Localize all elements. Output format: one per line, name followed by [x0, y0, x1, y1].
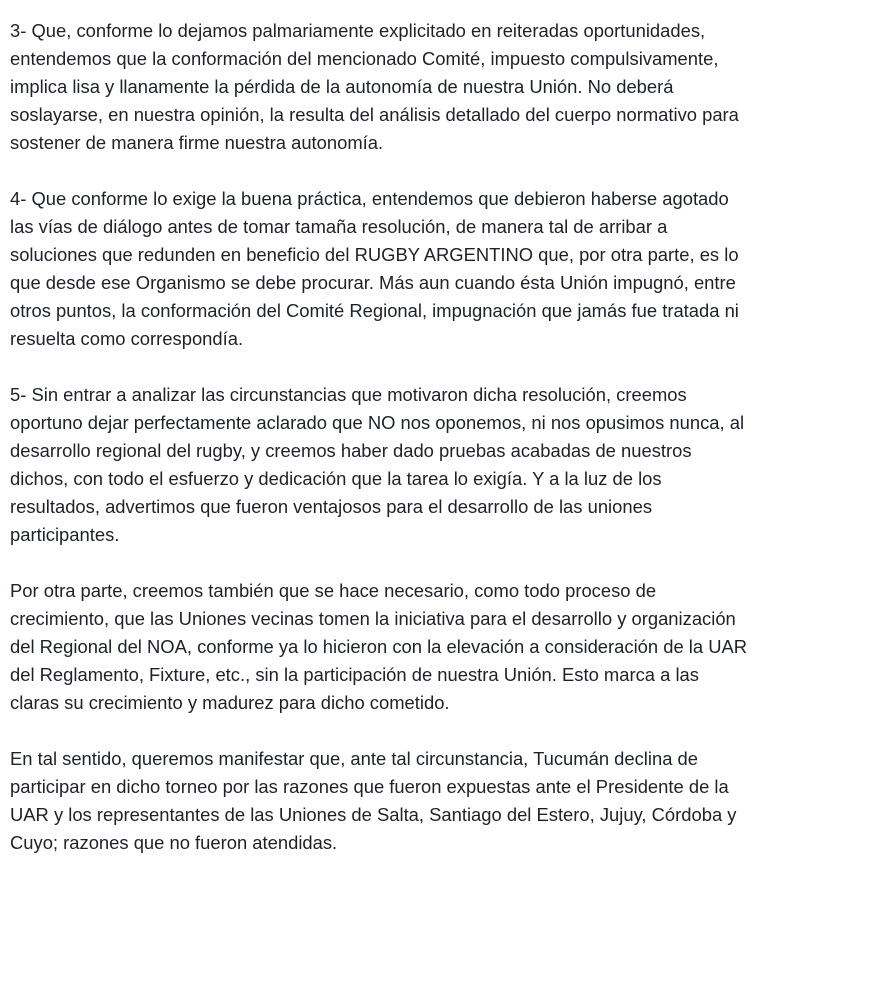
- paragraph-point-5: [10, 381, 859, 549]
- paragraph-conclusion: [10, 745, 859, 857]
- text-line: 5- Sin entrar a analizar las circunstancias que motivaron dicha resolución, creemos: [10, 384, 687, 405]
- text-line: que desde ese Organismo se debe procurar. Más aun cuando ésta Unión impugnó, entre: [10, 272, 736, 293]
- text-line: oportuno dejar perfectamente aclarado que NO nos oponemos, ni nos opusimos nunca, al: [10, 412, 745, 433]
- text-line: soslayarse, en nuestra opinión, la resulta del análisis detallado del cuerpo normativo para: [10, 104, 739, 125]
- text-line: sostener de manera firme nuestra autonomía.: [10, 132, 384, 153]
- text-line: resuelta como correspondía.: [10, 328, 244, 349]
- text-line: En tal sentido, queremos manifestar que, ante tal circunstancia, Tucumán declina de: [10, 748, 698, 769]
- text-line: Por otra parte, creemos también que se hace necesario, como todo proceso de: [10, 580, 657, 601]
- text-line: dichos, con todo el esfuerzo y dedicación que la tarea lo exigía. Y a la luz de los: [10, 468, 662, 489]
- text-line: implica lisa y llanamente la pérdida de la autonomía de nuestra Unión. No deberá: [10, 76, 674, 97]
- text-line: soluciones que redunden en beneficio del RUGBY ARGENTINO que, por otra parte, es lo: [10, 244, 739, 265]
- text-line: del Reglamento, Fixture, etc., sin la participación de nuestra Unión. Esto marca a las: [10, 664, 699, 685]
- text-line: entendemos que la conformación del mencionado Comité, impuesto compulsivamente,: [10, 48, 719, 69]
- paragraph-point-3: [10, 17, 859, 157]
- text-line: participantes.: [10, 524, 120, 545]
- text-line: 4- Que conforme lo exige la buena práctica, entendemos que debieron haberse agotado: [10, 188, 729, 209]
- text-line: 3- Que, conforme lo dejamos palmariamente explicitado en reiteradas oportunidades,: [10, 20, 706, 41]
- paragraph-regional-noa: [10, 577, 859, 717]
- text-line: las vías de diálogo antes de tomar tamaña resolución, de manera tal de arribar a: [10, 216, 668, 237]
- text-line: UAR y los representantes de las Uniones de Salta, Santiago del Estero, Jujuy, Córdoba y: [10, 804, 737, 825]
- paragraph-point-4: [10, 185, 859, 353]
- text-line: otros puntos, la conformación del Comité Regional, impugnación que jamás fue tratada ni: [10, 300, 739, 321]
- text-line: participar en dicho torneo por las razones que fueron expuestas ante el Presidente de la: [10, 776, 729, 797]
- text-line: resultados, advertimos que fueron ventajosos para el desarrollo de las uniones: [10, 496, 653, 517]
- text-line: desarrollo regional del rugby, y creemos haber dado pruebas acabadas de nuestros: [10, 440, 692, 461]
- text-line: crecimiento, que las Uniones vecinas tomen la iniciativa para el desarrollo y organización: [10, 608, 736, 629]
- text-line: del Regional del NOA, conforme ya lo hicieron con la elevación a consideración de la UAR: [10, 636, 748, 657]
- text-line: claras su crecimiento y madurez para dicho cometido.: [10, 692, 450, 713]
- text-line: Cuyo; razones que no fueron atendidas.: [10, 832, 338, 853]
